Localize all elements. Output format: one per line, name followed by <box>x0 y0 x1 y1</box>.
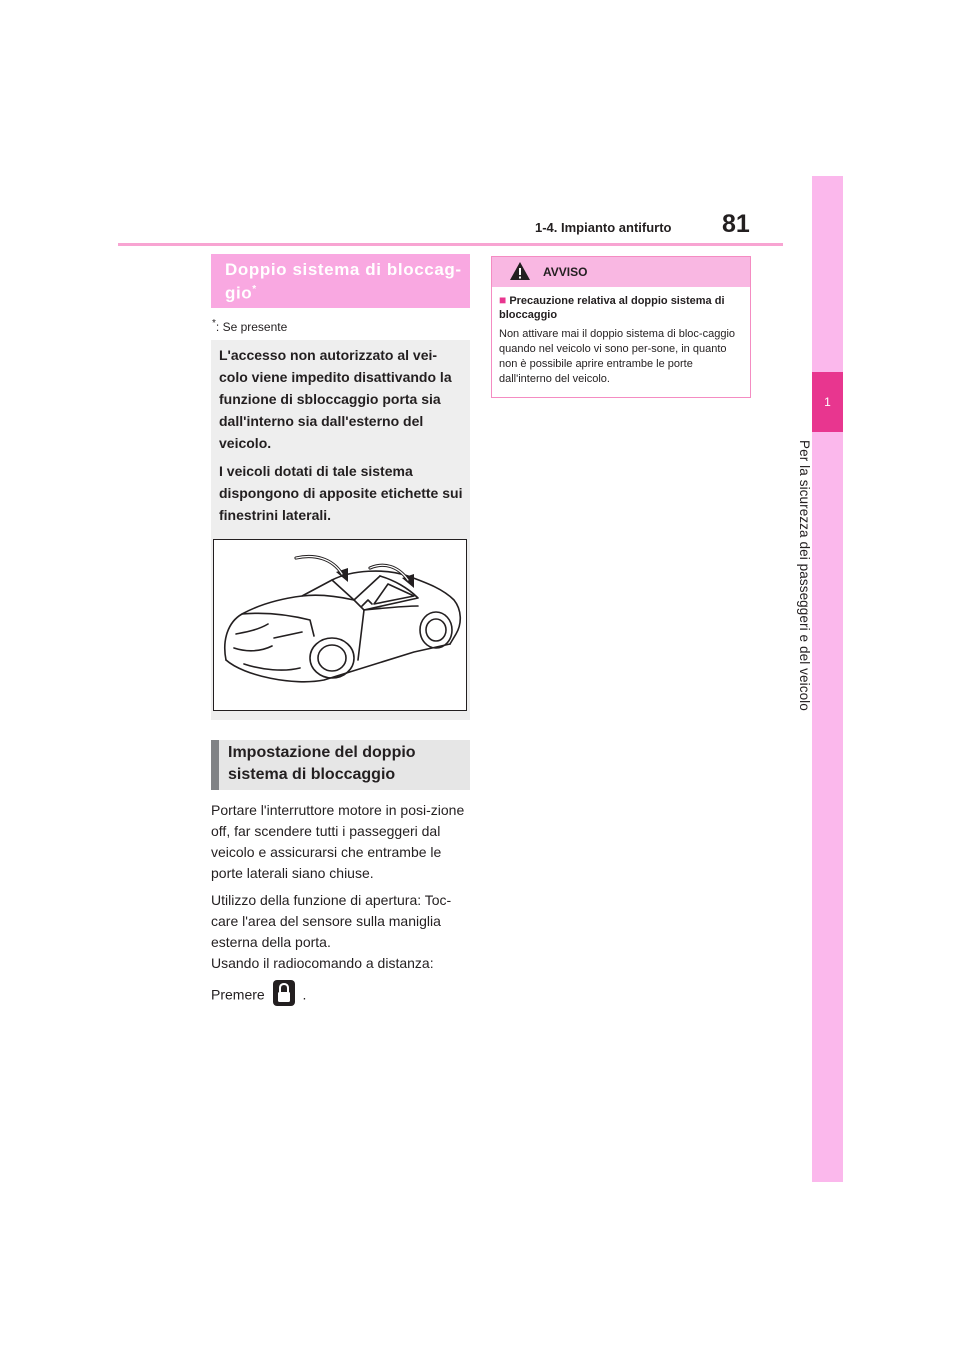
summary-paragraph-2: I veicoli dotati di tale sistema dispongono di apposite etichette sui finestrini laterali. <box>219 463 463 523</box>
heading-double-locking-text: Doppio sistema di bloccag-gio <box>225 260 462 303</box>
chapter-number: 1 <box>812 372 843 432</box>
section-title: 1-4. Impianto antifurto <box>535 220 672 235</box>
summary-paragraph-1: L'accesso non autorizzato al vei-colo viene impedito disattivando la funzione di sbloccaggio porta sia dall'interno sia dall'esterno del veicolo. <box>219 347 452 451</box>
heading-asterisk: * <box>252 284 257 295</box>
footnote-asterisk: * <box>212 318 216 329</box>
page-number: 81 <box>722 210 750 238</box>
press-label: Premere <box>211 986 265 1003</box>
instruction-paragraph-2: Utilizzo della funzione di apertura: Toc-care l'area del sensore sulla maniglia esterna della porta. <box>211 892 452 950</box>
heading-setting-double-locking: Impostazione del doppio sistema di bloccaggio <box>211 740 470 790</box>
chapter-title: Per la sicurezza dei passeggeri e del veicolo <box>797 440 812 711</box>
instruction-paragraph-1: Portare l'interruttore motore in posi-zione off, far scendere tutti i passeggeri dal veicolo e assicurarsi che entrambe le porte laterali siano chiuse. <box>211 802 465 881</box>
press-period: . <box>302 986 307 1003</box>
footnote <box>212 318 287 334</box>
summary-text <box>219 344 464 532</box>
instruction-paragraph-3: Usando il radiocomando a distanza: <box>211 955 434 971</box>
lock-icon <box>273 980 295 1012</box>
footnote-text: : Se presente <box>215 320 288 334</box>
instructions <box>211 800 473 1018</box>
instruction-paragraph-4 <box>211 980 473 1012</box>
warning-header <box>492 257 750 287</box>
warning-subtitle-text: Precauzione relativa al doppio sistema di bloccaggio <box>499 295 725 321</box>
warning-triangle-icon <box>509 261 531 286</box>
heading-double-locking <box>211 254 470 308</box>
warning-box <box>491 256 751 398</box>
warning-title: AVVISO <box>543 265 588 279</box>
chapter-side-tab <box>812 176 843 1182</box>
header-rule <box>118 243 783 246</box>
warning-text: Non attivare mai il doppio sistema di bloc-caggio quando nel veicolo vi sono per-sone, in quanto non è possibile aprire entrambe le porte dall'interno del veicolo. <box>499 328 736 385</box>
square-bullet-icon: ■ <box>499 293 507 307</box>
car-illustration <box>213 539 467 711</box>
warning-subtitle <box>499 293 739 322</box>
car-drawing <box>214 540 466 710</box>
